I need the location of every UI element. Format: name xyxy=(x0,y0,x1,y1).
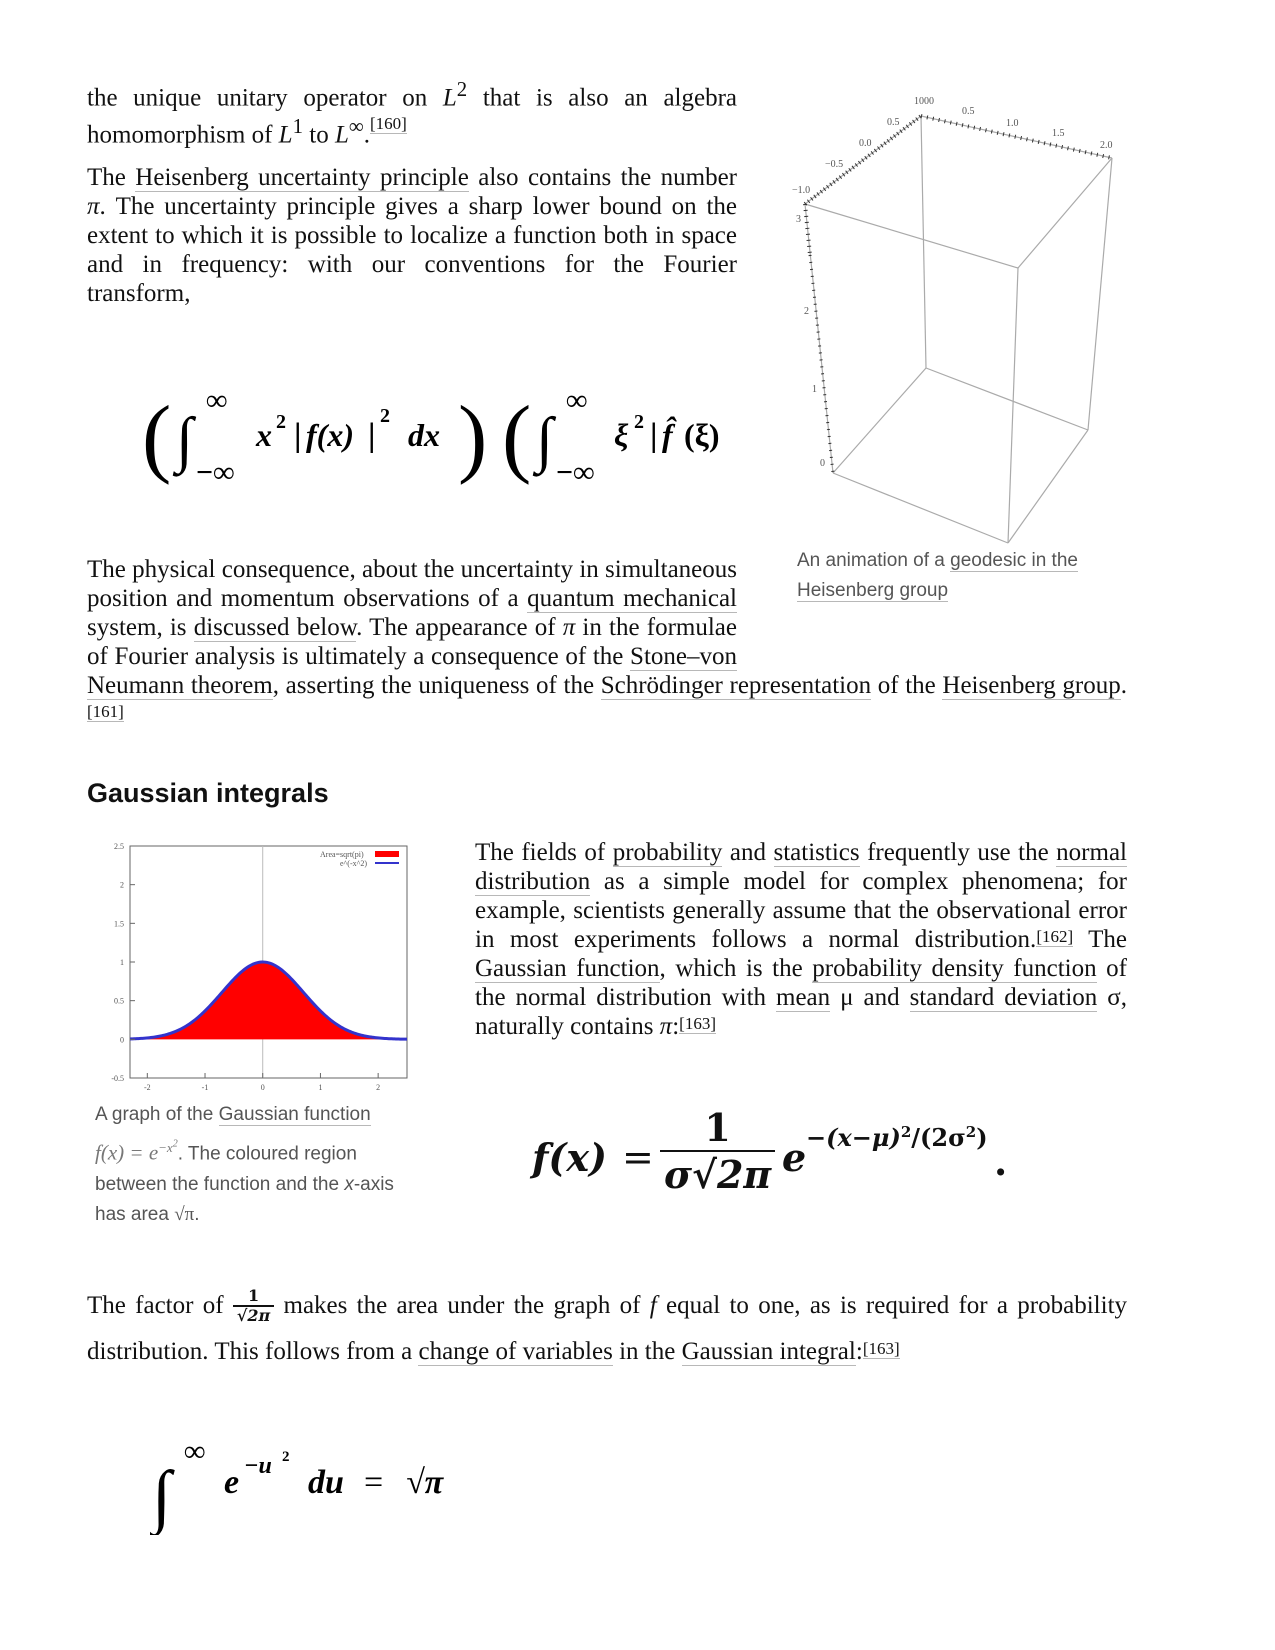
link-mean[interactable]: mean xyxy=(776,984,831,1011)
integral-sign-1: ∫ xyxy=(176,406,193,474)
y-tick-label: -0.5 xyxy=(111,1074,124,1083)
gaussian-pdf-equation xyxy=(532,1105,1092,1215)
tick-left-1: 1 xyxy=(812,384,817,395)
y-tick-label: 1 xyxy=(120,958,124,967)
gaussian-figure xyxy=(95,838,415,1096)
eq2-denominator: σ√2π xyxy=(664,1152,772,1197)
eq3-exp-sq: 2 xyxy=(282,1449,290,1465)
uncertainty-equation xyxy=(140,370,740,490)
gaussian-integral-equation xyxy=(150,1425,510,1535)
left-paren-1: ( xyxy=(142,389,172,486)
gaussian-plot[interactable] xyxy=(95,838,415,1096)
xi-sq: 2 xyxy=(634,411,644,433)
heisenberg-box-plot[interactable] xyxy=(780,90,1130,550)
eq2-equals: = xyxy=(622,1135,654,1179)
link-standard-deviation[interactable]: standard deviation xyxy=(909,984,1098,1011)
eq3-du: du xyxy=(308,1464,344,1501)
citation-160[interactable]: [160] xyxy=(369,114,407,134)
tick-left-3: 3 xyxy=(796,214,801,225)
tick-top-neg0-5: −0.5 xyxy=(825,159,844,170)
citation-161[interactable]: [161] xyxy=(87,702,124,721)
link-geodesic-heisenberg-group[interactable]: geodesic in the Heisenberg group xyxy=(797,550,1078,601)
x-tick-label: -1 xyxy=(201,1083,209,1092)
link-quantum-mechanical[interactable]: quantum mechanical xyxy=(527,585,737,612)
heisenberg-figure xyxy=(780,90,1130,550)
figure-float-spacer xyxy=(737,555,1127,671)
legend-area-label: Area=sqrt(pi) xyxy=(320,850,364,859)
x-tick-label: -2 xyxy=(143,1083,151,1092)
tick-top-1000: 1000 xyxy=(914,96,934,107)
y-tick-label: 2.5 xyxy=(114,842,124,851)
tick-top-0-0: 0.0 xyxy=(859,138,872,149)
y-tick-label: 0.5 xyxy=(114,996,124,1006)
lower-limit-1: −∞ xyxy=(196,456,235,489)
y-tick-label: 0 xyxy=(120,1035,124,1045)
legend-func-label: e^(-x^2) xyxy=(340,859,368,868)
dx: dx xyxy=(408,417,440,453)
link-schrodinger-representation[interactable]: Schrödinger representation xyxy=(600,672,872,699)
paragraph-normal-distribution: The fields of probability and statistics frequently use the normal distribution as a simple model for complex phenomena; for example, scientists generally assume that the observational error in most experiments follows a normal distribution.[162] The Gaussian function, which is the probability density function of the normal distribution with mean μ and standard deviation σ, naturally contains π:[163] xyxy=(475,839,1127,1040)
f-hat: f̂ xyxy=(662,417,673,453)
link-statistics[interactable]: statistics xyxy=(773,839,860,866)
upper-limit-2: ∞ xyxy=(566,384,588,417)
link-discussed-below[interactable]: discussed below xyxy=(193,614,357,641)
tick-top-2-0: 2.0 xyxy=(1100,140,1113,151)
link-gaussian-function[interactable]: Gaussian function xyxy=(475,955,660,982)
heisenberg-caption: An animation of a geodesic in the Heisenberg group xyxy=(797,550,1078,601)
link-caption-gaussian-function[interactable]: Gaussian function xyxy=(218,1104,371,1125)
eq2-numerator: 1 xyxy=(660,1105,775,1152)
eq3-e: e xyxy=(224,1464,240,1501)
tick-top-neg1-0: −1.0 xyxy=(792,185,811,196)
link-normal-distribution[interactable]: normal distribution xyxy=(475,839,1127,895)
x-tick-label: 0 xyxy=(260,1083,265,1092)
inline-fraction: $\frac{1}{√2\pi}$ xyxy=(233,1287,274,1325)
gaussian-integral-svg xyxy=(150,1425,510,1535)
eq2-period: . xyxy=(994,1139,1008,1184)
gaussian-caption: A graph of the Gaussian function $f(x) = e^{-x^2}$. The coloured region between the function and the x-axis has area √π. xyxy=(95,1104,394,1225)
eq3-equals: = xyxy=(364,1464,384,1501)
abs-open-2: | xyxy=(650,417,658,454)
tick-left-0: 0 xyxy=(820,458,825,469)
y-tick-label: 1.5 xyxy=(114,919,124,929)
eq2-fraction xyxy=(660,1105,775,1197)
tick-top-1-0: 1.0 xyxy=(1006,118,1019,129)
link-change-of-variables[interactable]: change of variables xyxy=(418,1338,613,1365)
x-sq: 2 xyxy=(276,411,286,433)
abs-sq: 2 xyxy=(380,405,390,427)
eq3-integral: ∫ xyxy=(152,1458,172,1535)
link-gaussian-integral[interactable]: Gaussian integral xyxy=(681,1338,856,1365)
paragraph-physical-consequence: The physical consequence, about the uncertainty in simultaneous position and momentum observations of a quantum mechanical system, is discussed below. The appearance of π in the formulae of Fourier analysis is ultimately a consequence of the Stone–von Neumann theorem, asserting the uniqueness of the Schrödinger representation of the Heisenberg group.[161] xyxy=(87,556,1128,721)
eq3-infty: ∞ xyxy=(184,1435,206,1468)
abs-close: | xyxy=(368,417,376,454)
xi-arg: (ξ) xyxy=(684,417,720,453)
eq2-lhs: f(x) xyxy=(532,1135,607,1180)
right-paren-1: ) xyxy=(458,389,488,486)
x-tick-label: 1 xyxy=(318,1083,323,1092)
link-stone-von-neumann-theorem[interactable]: Stone–von Neumann theorem xyxy=(87,643,737,699)
link-heisenberg-group[interactable]: Heisenberg group xyxy=(942,672,1121,699)
eq2-e: e xyxy=(782,1135,807,1180)
left-paren-2: ( xyxy=(502,389,532,486)
tick-top-0-5a: 0.5 xyxy=(962,106,975,117)
link-probability[interactable]: probability xyxy=(612,839,723,866)
eq3-exp: −u xyxy=(244,1453,272,1479)
x-tick-label: 2 xyxy=(376,1083,381,1092)
legend-area-swatch xyxy=(375,851,399,857)
abs-open: | xyxy=(294,417,302,454)
citation-163[interactable]: [163] xyxy=(679,1014,716,1033)
link-heisenberg-uncertainty-principle[interactable]: Heisenberg uncertainty principle xyxy=(135,164,469,191)
citation-163b[interactable]: [163] xyxy=(862,1339,900,1358)
paragraph-factor: The factor of $\frac{1}{√2\pi}$ makes the area under the graph of f equal to one, as is required for a probability distribution. This follows from a change of variables in the Gaussian integral:[163] xyxy=(87,1286,1128,1365)
paragraph-operator: the unique unitary operator on $L^2$ that is also an algebra homomorphism of $L^1$ to L∞.[160] xyxy=(87,77,738,149)
link-probability-density-function[interactable]: probability density function xyxy=(812,955,1097,982)
eq3-rhs: √π xyxy=(406,1464,444,1501)
integral-sign-2: ∫ xyxy=(536,406,553,474)
upper-limit-1: ∞ xyxy=(206,384,228,417)
x-var: x xyxy=(256,417,272,453)
citation-162[interactable]: [162] xyxy=(1036,927,1074,946)
y-tick-label: 2 xyxy=(120,880,124,890)
xi-var: ξ xyxy=(614,417,629,453)
section-heading: Gaussian integrals xyxy=(87,778,329,808)
f-of-x: f(x) xyxy=(306,417,354,453)
tick-left-2: 2 xyxy=(804,306,809,317)
tick-top-1-5: 1.5 xyxy=(1052,128,1065,139)
lower-limit-2: −∞ xyxy=(556,456,595,489)
uncertainty-equation-svg xyxy=(140,370,740,490)
tick-top-0-5b: 0.5 xyxy=(887,117,900,128)
eq2-exponent: $-(x-\mu)^2/(2\sigma^2)$ xyxy=(806,1123,988,1152)
paragraph-uncertainty: The Heisenberg uncertainty principle also contains the number π. The uncertainty principle gives a sharp lower bound on the extent to which it is possible to localize a function both in space and in frequency: with our conventions for the Fourier transform, xyxy=(87,164,738,307)
